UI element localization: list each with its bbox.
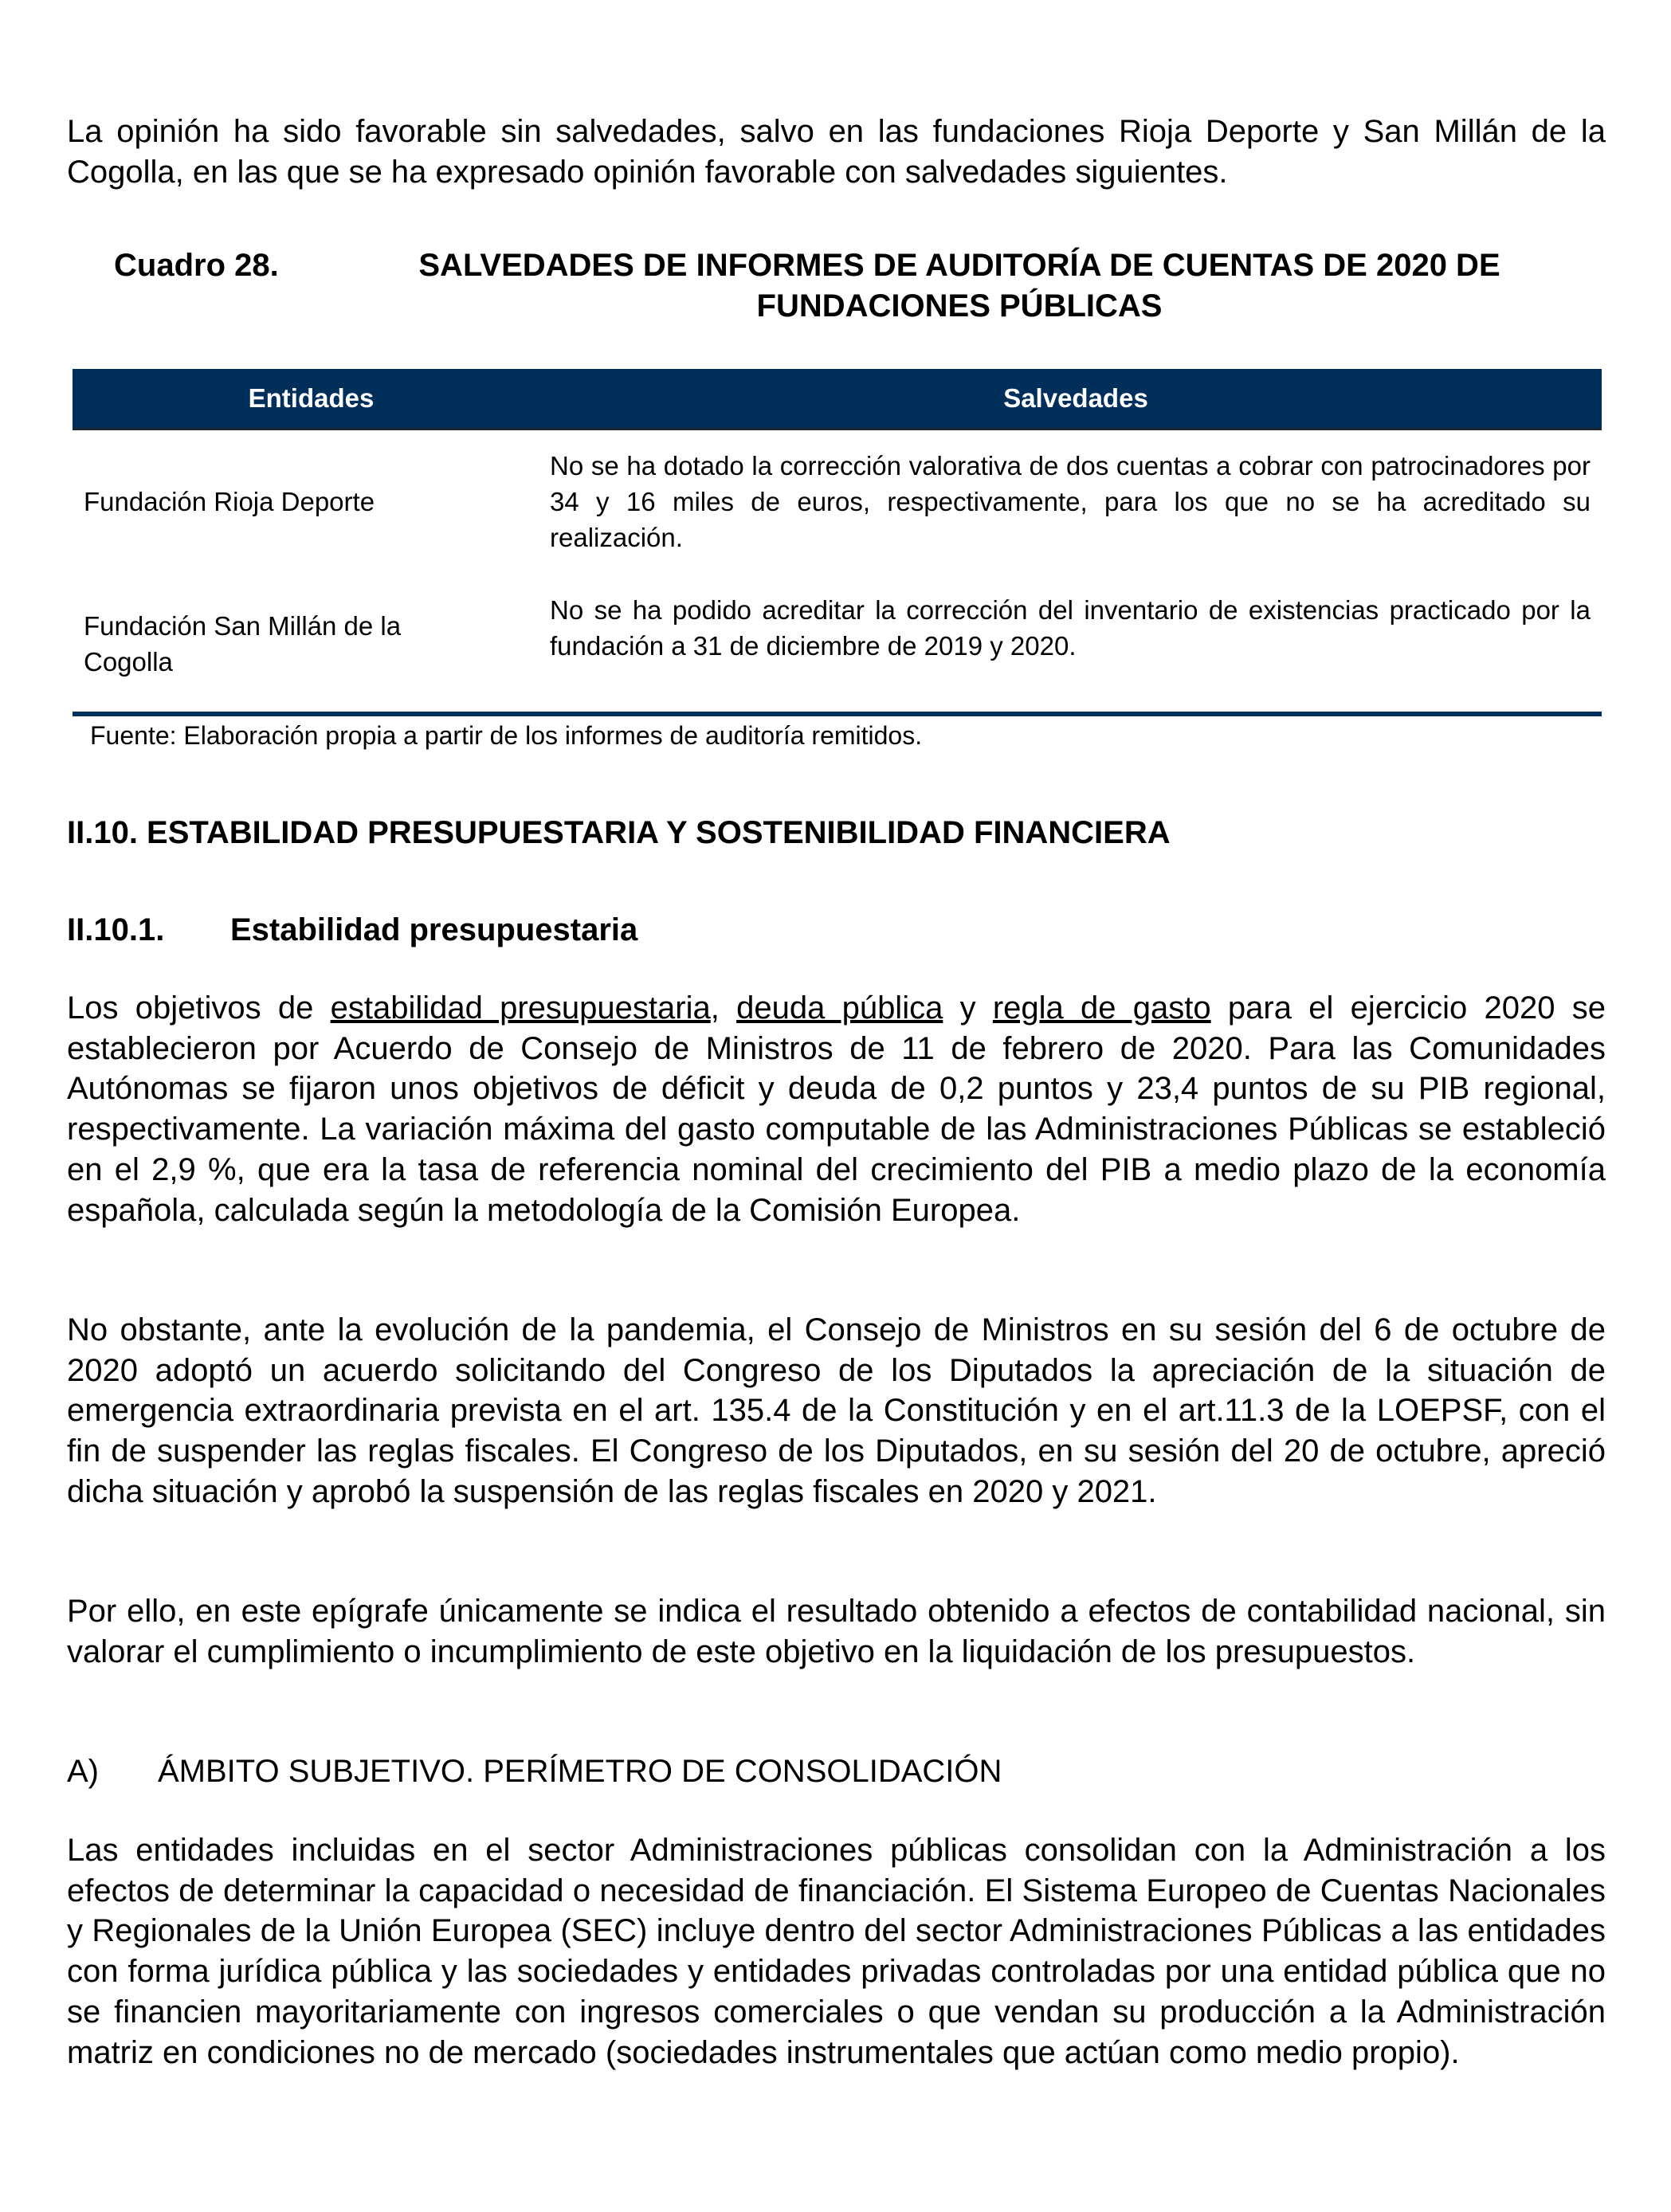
text: Los objetivos de [67,990,331,1026]
subsection-heading [67,910,1606,951]
column-header-entidades: Entidades [248,383,375,413]
paragraph-entidades: Las entidades incluidas en el sector Administraciones públicas consolidan con la Administración a los efectos de determinar la capacidad o necesidad de financiación. El Sistema Europeo de Cuentas Nacionales y Regionales de la Unión Europea (SEC) incluye dentro del sector Administraciones Públicas a las entidades con forma jurídica pública y las sociedades y entidades privadas controladas por una entidad pública que no se financien mayoritariamente con ingresos comerciales o que vendan su producción a la Administración matriz en condiciones no de mercado (sociedades instrumentales que actúan como medio propio). [67,1833,1606,2070]
text: para el ejercicio 2020 se establecieron por Acuerdo de Consejo de Ministros de 11 de febrero de 2020. Para las Comunidades Autónomas se fijaron unos objetivos de déficit y deuda de 0,2 puntos y 23,4 puntos de su PIB regional, respectivamente. La variación máxima del gasto computable de las Administraciones Públicas se estableció en el 2,9 %, que era la tasa de referencia nominal del crecimiento del PIB a medio plazo de la economía española, calculada según la metodología de la Comisión Europea. [67,990,1606,1228]
subsection-a-heading [67,1751,1606,1792]
subsection-title: Estabilidad presupuestaria [230,912,638,947]
salvedades-table [73,369,1602,677]
table-source: Fuente: Elaboración propia a partir de los informes de auditoría remitidos. [90,721,923,750]
salvedad-cell: No se ha podido acreditar la corrección del inventario de existencias practicado por la fundación a 31 de diciembre de 2019 y 2020. [550,595,1591,661]
entity-cell: Fundación Rioja Deporte [84,487,375,516]
table-bottom-rule [73,712,1602,716]
subsection-a-letter: A) [67,1754,99,1789]
text: y [943,990,993,1026]
caption-title: SALVEDADES DE INFORMES DE AUDITORÍA DE CUENTAS DE 2020 DE FUNDACIONES PÚBLICAS [418,248,1500,324]
paragraph-objectives [67,988,1606,1230]
entity-cell: Fundación San Millán de la Cogolla [84,611,402,677]
caption-number: Cuadro 28. [114,248,279,283]
intro-paragraph: La opinión ha sido favorable sin salvedades, salvo en las fundaciones Rioja Deporte y San Millán de la Cogolla, en las que se ha expresado opinión favorable con salvedades siguientes. [67,114,1606,190]
column-header-salvedades: Salvedades [1003,383,1148,413]
table-header [73,369,1602,430]
salvedad-cell: No se ha dotado la corrección valorativa de dos cuentas a cobrar con patrocinadores por 34 y 16 miles de euros, respectivamente, para los que no se ha acreditado su realización. [550,451,1591,552]
subsection-number: II.10.1. [67,912,165,947]
link-estabilidad-presupuestaria[interactable]: estabilidad presupuestaria [330,990,711,1026]
paragraph-por-ello: Por ello, en este epígrafe únicamente se indica el resultado obtenido a efectos de contabilidad nacional, sin valorar el cumplimiento o incumplimiento de este objetivo en la liquidación de los presupuestos. [67,1594,1606,1669]
section-heading: II.10. ESTABILIDAD PRESUPUESTARIA Y SOSTENIBILIDAD FINANCIERA [67,815,1171,850]
subsection-a-title: ÁMBITO SUBJETIVO. PERÍMETRO DE CONSOLIDACIÓN [158,1754,1002,1789]
link-deuda-publica[interactable]: deuda pública [736,990,943,1026]
text: , [710,990,737,1026]
link-regla-de-gasto[interactable]: regla de gasto [992,990,1211,1026]
paragraph-pandemia: No obstante, ante la evolución de la pandemia, el Consejo de Ministros en su sesión del 6 de octubre de 2020 adoptó un acuerdo solicitando del Congreso de los Diputados la apreciación de la situación de emergencia extraordinaria prevista en el art. 135.4 de la Constitución y en el art.11.3 de la LOEPSF, con el fin de suspender las reglas fiscales. El Congreso de los Diputados, en su sesión del 20 de octubre, apreció dicha situación y aprobó la suspensión de las reglas fiscales en 2020 y 2021. [67,1312,1606,1509]
